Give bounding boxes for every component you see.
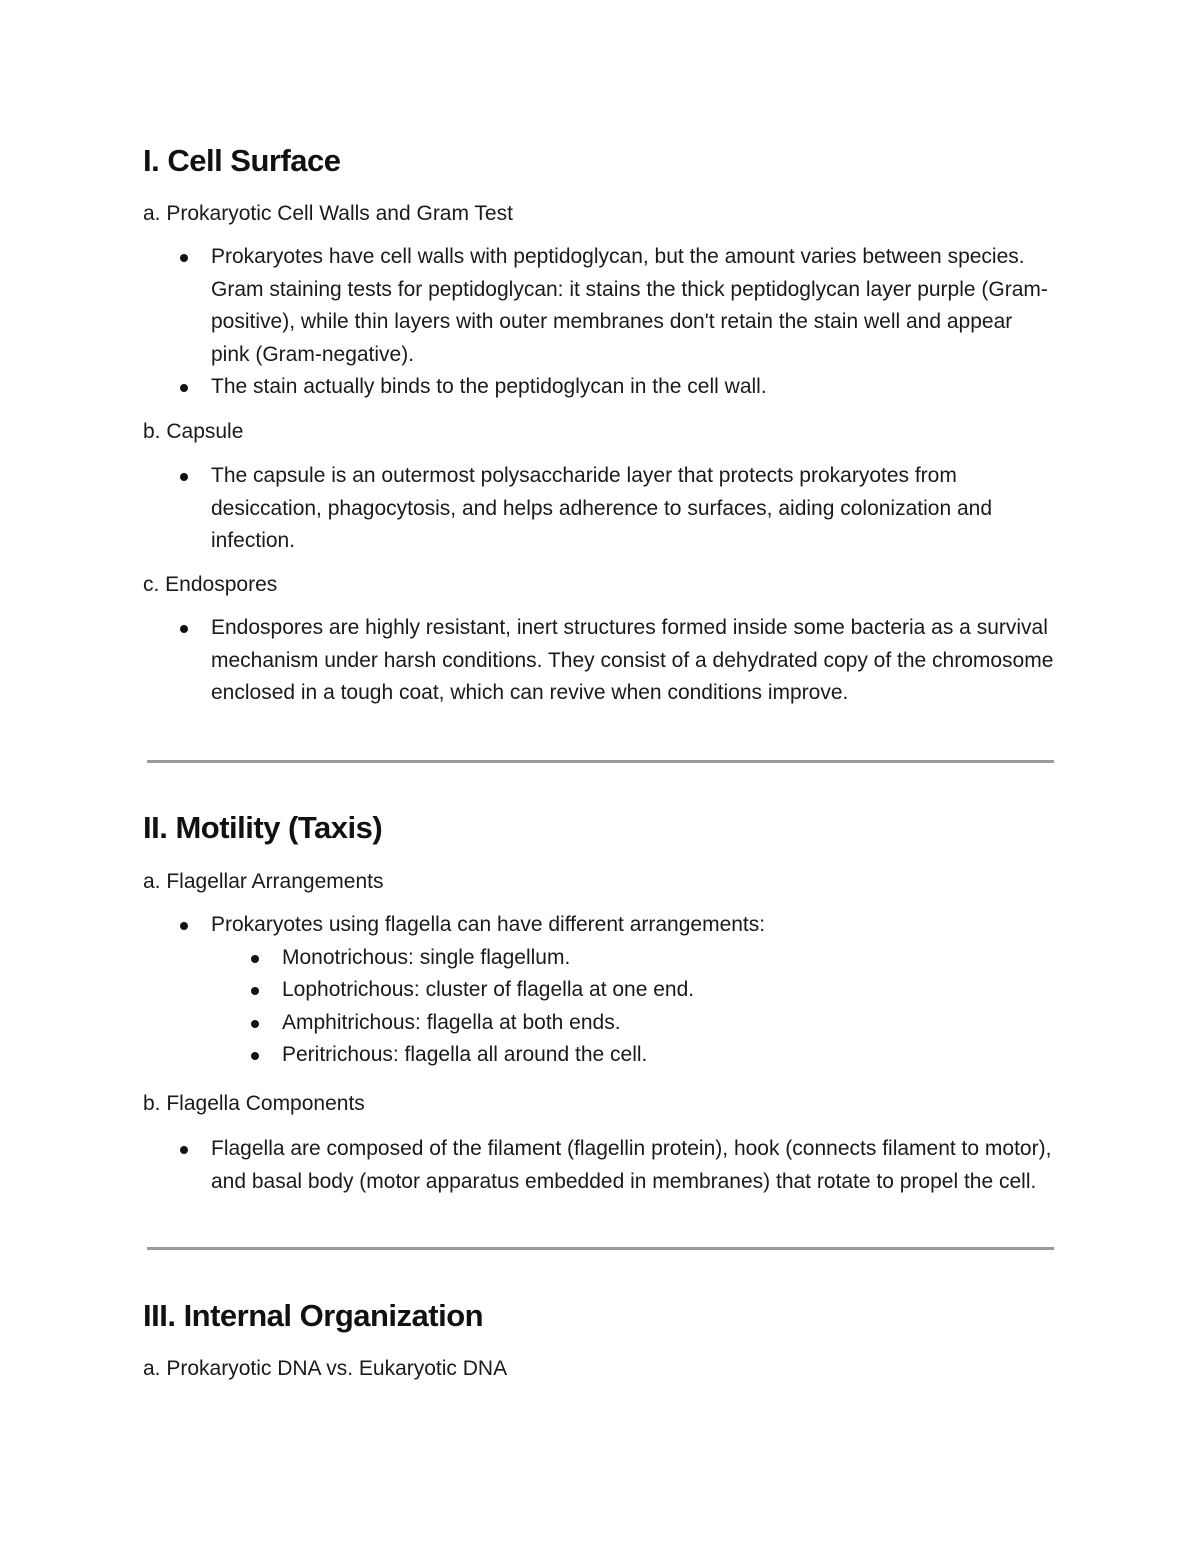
nested-list-item <box>143 1039 982 1072</box>
list-item-text: Endospores are highly resistant, inert structures formed inside some bacteria as a survival mechanism under harsh conditions. They consist of a dehydrated copy of the chromosome enclosed in a tough coat, which can revive when conditions improve. <box>211 616 1054 704</box>
list-item-text: Flagella are composed of the filament (flagellin protein), hook (connects filament to motor), and basal body (motor apparatus embedded in membranes) that rotate to propel the cell. <box>211 1137 1052 1193</box>
bullet-icon <box>180 922 188 930</box>
bullet-icon <box>180 384 188 392</box>
list-item-text: The stain actually binds to the peptidoglycan in the cell wall. <box>211 375 767 398</box>
list-item <box>143 371 1056 404</box>
list-item <box>143 909 1056 942</box>
list-item-text: Prokaryotes have cell walls with peptidoglycan, but the amount varies between species. Gram staining tests for peptidoglycan: it stains the thick peptidoglycan layer purple (Gram-positive), while thin layers with outer membranes don't retain the stain well and appear pink (Gram-negative). <box>211 245 1048 366</box>
list-item-text: The capsule is an outermost polysaccharide layer that protects prokaryotes from desiccation, phagocytosis, and helps adherence to surfaces, aiding colonization and infection. <box>211 464 993 552</box>
section-title: II. Motility (Taxis) <box>143 810 383 845</box>
bullet-icon <box>180 254 188 262</box>
list-item-text: Monotrichous: single flagellum. <box>282 945 571 969</box>
horizontal-divider <box>147 760 1054 763</box>
bullet-list <box>143 460 1058 558</box>
subsection-heading: b. Flagella Components <box>143 1092 365 1115</box>
bullet-list <box>143 612 1058 710</box>
horizontal-divider <box>147 1247 1054 1250</box>
list-item-text: Prokaryotes using flagella can have different arrangements: <box>211 913 766 936</box>
bullet-list <box>143 909 1058 1072</box>
subsection-heading: c. Endospores <box>143 573 278 596</box>
list-item <box>143 241 1056 371</box>
subsection-heading: a. Prokaryotic DNA vs. Eukaryotic DNA <box>143 1357 508 1380</box>
subsection-heading: b. Capsule <box>143 420 244 443</box>
list-item <box>143 460 1056 558</box>
nested-list-item <box>143 942 982 975</box>
bullet-icon <box>180 1146 188 1154</box>
subsection-heading: a. Prokaryotic Cell Walls and Gram Test <box>143 202 513 225</box>
bullet-icon <box>251 955 259 963</box>
bullet-list <box>143 1133 1058 1198</box>
list-item-text: Peritrichous: flagella all around the cell. <box>282 1043 648 1066</box>
nested-list-item <box>143 974 982 1007</box>
bullet-list <box>143 241 1058 404</box>
bullet-icon <box>251 1020 259 1028</box>
list-item-text: Amphitrichous: flagella at both ends. <box>282 1010 621 1034</box>
subsection-heading: a. Flagellar Arrangements <box>143 870 384 893</box>
bullet-icon <box>251 987 259 995</box>
bullet-icon <box>251 1052 259 1060</box>
list-item <box>143 612 1056 710</box>
list-item-text: Lophotrichous: cluster of flagella at one end. <box>282 978 695 1001</box>
bullet-icon <box>180 625 188 633</box>
list-item <box>143 1133 1056 1198</box>
bullet-icon <box>180 473 188 481</box>
nested-list-item <box>143 1007 982 1040</box>
section-title: I. Cell Surface <box>143 143 341 178</box>
section-title: III. Internal Organization <box>143 1298 484 1333</box>
